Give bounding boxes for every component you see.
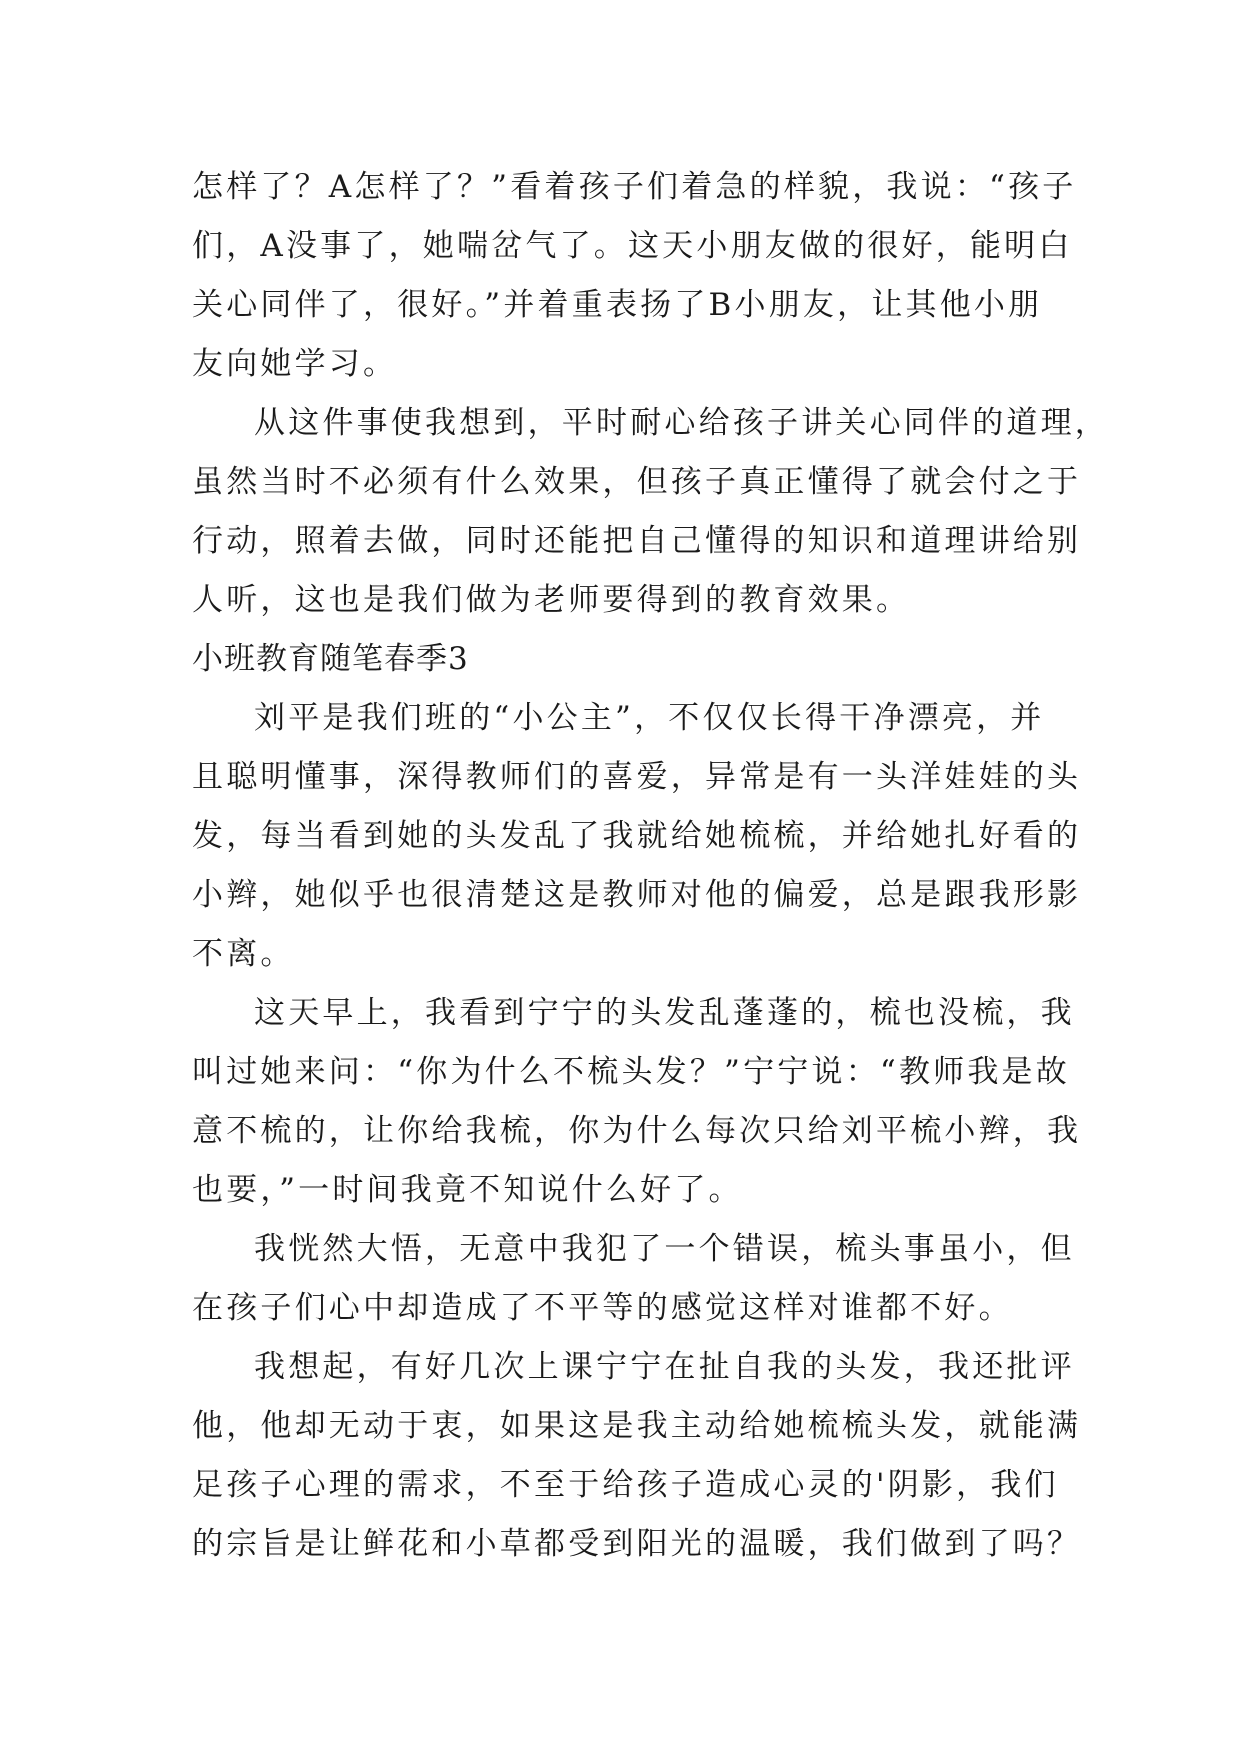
text-line: 意不梳的，让你给我梳，你为什么每次只给刘平梳小辫，我: [192, 1113, 1082, 1149]
text-line: 不离。: [192, 936, 295, 972]
text-line: 他，他却无动于衷，如果这是我主动给她梳梳头发，就能满: [192, 1408, 1082, 1444]
text-line: 人听，这也是我们做为老师要得到的教育效果。: [192, 582, 911, 618]
text-line: 在孩子们心中却造成了不平等的感觉这样对谁都不好。: [192, 1290, 1013, 1326]
text-line: 虽然当时不必须有什么效果，但孩子真正懂得了就会付之于: [192, 464, 1082, 500]
paragraph-start-line: 我想起，有好几次上课宁宁在扯自我的头发，我还批评: [254, 1349, 1075, 1385]
text-line: 足孩子心理的需求，不至于给孩子造成心灵的'阴影，我们: [192, 1467, 1059, 1503]
paragraph-start-line: 这天早上，我看到宁宁的头发乱蓬蓬的，梳也没梳，我: [254, 995, 1075, 1031]
section-heading: 小班教育随笔春季3: [192, 641, 469, 677]
paragraph-start-line: 从这件事使我想到，平时耐心给孩子讲关心同伴的道理，: [254, 405, 1109, 441]
paragraph-start-line: 我恍然大悟，无意中我犯了一个错误，梳头事虽小，但: [254, 1231, 1075, 1267]
text-line: 的宗旨是让鲜花和小草都受到阳光的温暖，我们做到了吗？: [192, 1526, 1082, 1562]
text-line: 行动，照着去做，同时还能把自己懂得的知识和道理讲给别: [192, 523, 1082, 559]
text-line: 友向她学习。: [192, 346, 398, 382]
text-line: 且聪明懂事，深得教师们的喜爱，异常是有一头洋娃娃的头: [192, 759, 1082, 795]
text-line: 发，每当看到她的头发乱了我就给她梳梳，并给她扎好看的: [192, 818, 1082, 854]
text-line: 们，A没事了，她喘岔气了。这天小朋友做的很好，能明白: [192, 228, 1073, 264]
text-line: 怎样了？A怎样了？”看着孩子们着急的样貌，我说：“孩子: [192, 169, 1077, 205]
text-line: 也要，”一时间我竟不知说什么好了。: [192, 1172, 743, 1208]
paragraph-start-line: 刘平是我们班的“小公主”，不仅仅长得干净漂亮，并: [254, 700, 1045, 736]
text-line: 叫过她来问：“你为什么不梳头发？”宁宁说：“教师我是故: [192, 1054, 1070, 1090]
article-body: [192, 158, 1109, 1574]
text-line: 关心同伴了，很好。”并着重表扬了B小朋友，让其他小朋: [192, 287, 1043, 323]
text-line: 小辫，她似乎也很清楚这是教师对他的偏爱，总是跟我形影: [192, 877, 1082, 913]
